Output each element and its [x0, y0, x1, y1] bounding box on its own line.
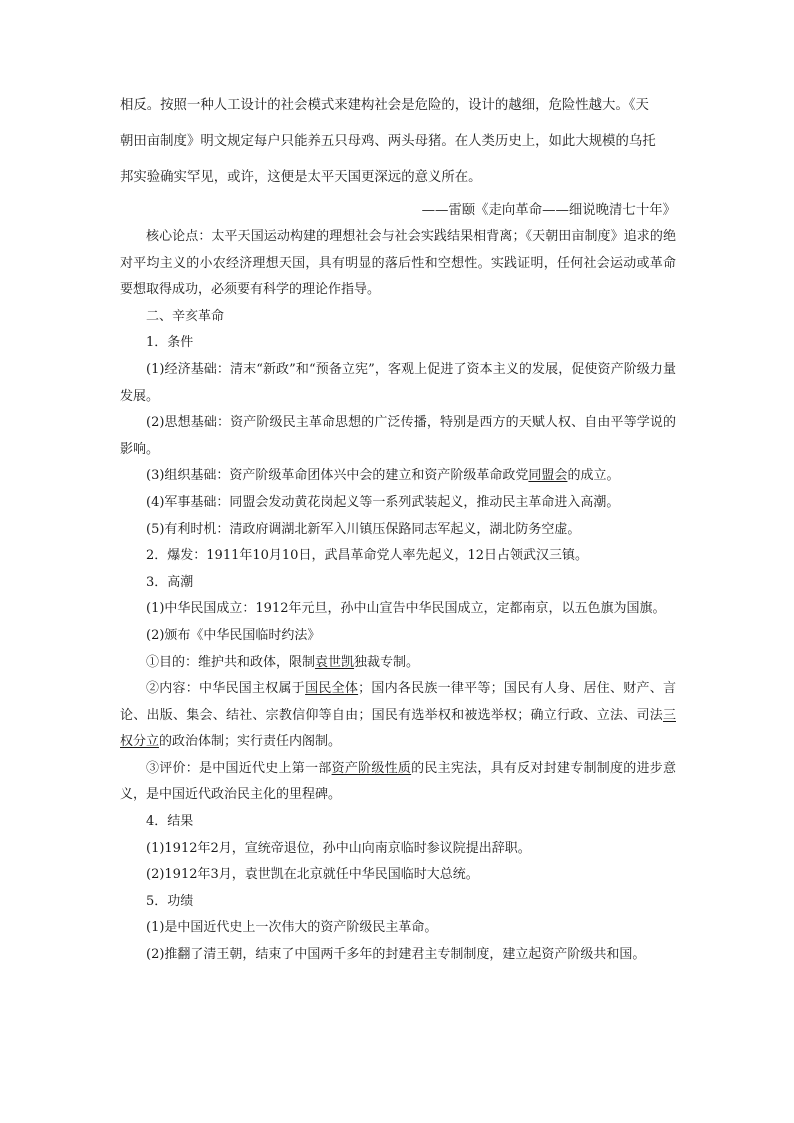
intro-line-3: 邦实验确实罕见，或许，这便是太平天国更深远的意义所在。 [120, 170, 482, 185]
text-span: ②内容：中华民国主权属于 [146, 681, 306, 697]
climax-founding: (1)中华民国成立：1912年元旦，孙中山宣告中华民国成立，定都南京，以五色旗为国旗。 [146, 601, 666, 617]
outbreak: 2．爆发：1911年10月10日，武昌革命党人率先起义，12日占领武汉三镇。 [146, 548, 588, 564]
text-span: 的政治体制；实行责任内阁制。 [159, 734, 342, 750]
achievement-item-1: (1)是中国近代史上一次伟大的资产阶级民主革命。 [146, 920, 438, 936]
core-point: 核心论点：太平天国运动构建的理想社会与社会实践结果相背离；《天朝田亩制度》追求的绝对平均主义的小农经济理想天国，具有明显的落后性和空想性。实践证明，任何社会运动或革命要想取得成功，必须要有科学的理论作指导。 [120, 229, 676, 298]
underlined-term: 三权分立 [120, 707, 676, 750]
intro-line-2: 朝田亩制度》明文规定每户只能养五只母鸡、两头母猪。在人类历史上，如此大规模的乌托 [120, 134, 656, 149]
text-span: 的民主宪法，具有反对封建专制制度的进步意义，是中国近代政治民主化的里程碑。 [120, 760, 676, 803]
constitution-evaluation [120, 756, 676, 809]
conditions-heading: 1．条件 [146, 335, 194, 351]
intro-paragraph [120, 88, 676, 196]
body-block [120, 224, 676, 969]
result-item-1: (1)1912年2月，宣统帝退位，孙中山向南京临时参议院提出辞职。 [146, 840, 531, 856]
condition-ideological: (2)思想基础：资产阶级民主革命思想的广泛传播，特别是西方的天赋人权、自由平等学说的影响。 [120, 415, 676, 457]
text-span: ③评价：是中国近代史上第一部 [146, 760, 332, 776]
climax-heading: 3．高潮 [146, 574, 194, 590]
underlined-term: 袁世凯 [315, 654, 355, 670]
constitution-purpose [120, 650, 676, 677]
underlined-term: 同盟会 [528, 468, 568, 484]
constitution-content [120, 676, 676, 756]
underlined-term: 国民全体 [305, 681, 359, 697]
text-span: ；国内各民族一律平等；国民有人身、居住、财产、言论、出版、集会、结社、宗教信仰等自由；国民有选举权和被选举权；确立行政、立法、司法 [120, 681, 676, 723]
text-span: 独裁专制。 [354, 654, 420, 670]
text-span: 的成立。 [567, 468, 620, 484]
condition-economic: (1)经济基础：清末“新政”和“预备立宪”，客观上促进了资本主义的发展，促使资产阶级力量发展。 [120, 361, 676, 404]
achievements-heading: 5．功绩 [146, 893, 194, 909]
condition-organizational [120, 463, 676, 490]
intro-line-1: 相反。按照一种人工设计的社会模式来建构社会是危险的，设计的越细，危险性越大。《天 [120, 98, 649, 113]
page-content [120, 88, 676, 969]
section-heading: 二、辛亥革命 [146, 308, 225, 324]
result-item-2: (2)1912年3月，袁世凯在北京就任中华民国临时大总统。 [146, 867, 479, 883]
result-heading: 4．结果 [146, 814, 194, 830]
achievement-item-2: (2)推翻了清王朝，结束了中国两千多年的封建君主专制制度，建立起资产阶级共和国。 [146, 947, 646, 963]
text-span: (3)组织基础：资产阶级革命团体兴中会的建立和资产阶级革命政党 [146, 468, 529, 484]
source-attribution: ——雷颐《走向革命——细说晚清七十年》 [421, 203, 676, 218]
condition-timing: (5)有利时机：清政府调湖北新军入川镇压保路同志军起义，湖北防务空虚。 [146, 521, 581, 537]
text-span: ①目的：维护共和政体，限制 [146, 654, 316, 670]
condition-military: (4)军事基础：同盟会发动黄花岗起义等一系列武装起义，推动民主革命进入高潮。 [146, 494, 620, 510]
climax-constitution-title: (2)颁布《中华民国临时约法》 [146, 627, 321, 643]
underlined-term: 资产阶级性质 [331, 760, 412, 776]
